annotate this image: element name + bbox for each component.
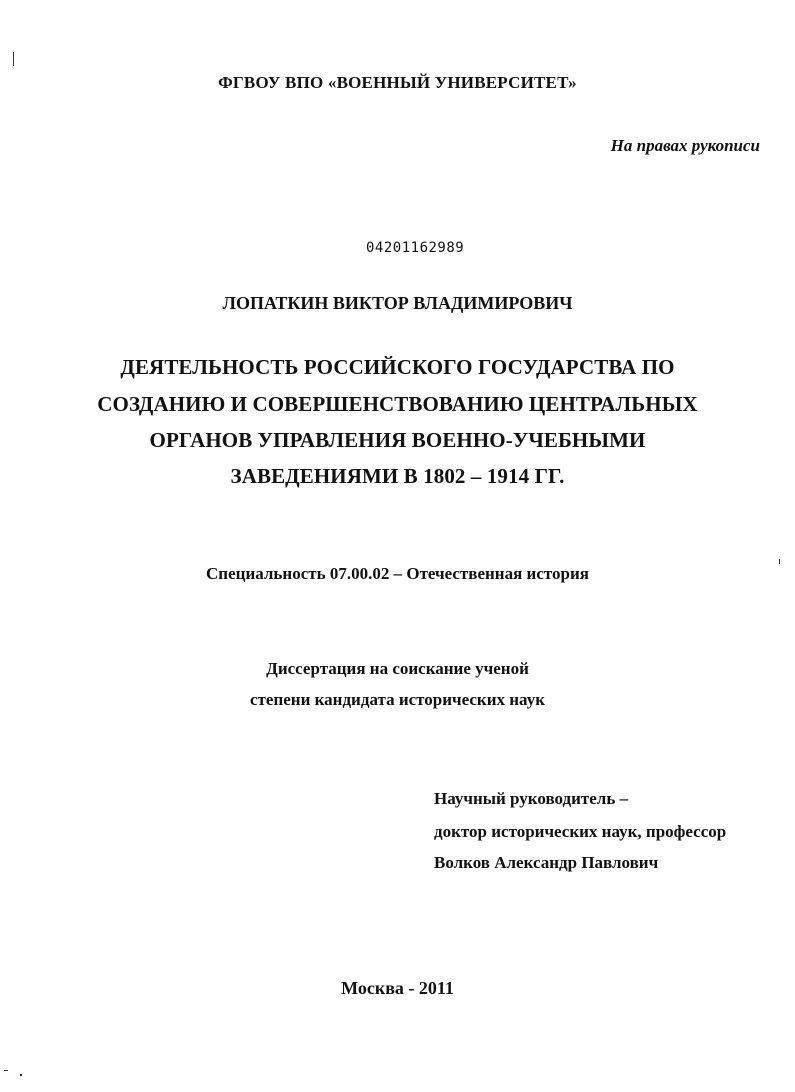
author-name: ЛОПАТКИН ВИКТОР ВЛАДИМИРОВИЧ bbox=[222, 293, 573, 313]
scan-artifact bbox=[13, 52, 14, 66]
advisor-label: Научный руководитель – bbox=[434, 789, 629, 808]
city-year: Москва - 2011 bbox=[341, 978, 454, 998]
institution-name: ФГВОУ ВПО «ВОЕННЫЙ УНИВЕРСИТЕТ» bbox=[218, 73, 577, 92]
advisor-name: Волков Александр Павлович bbox=[434, 853, 659, 872]
degree-line: Диссертация на соискание ученой bbox=[266, 659, 529, 678]
dissertation-title-line: ОРГАНОВ УПРАВЛЕНИЯ ВОЕННО-УЧЕБНЫМИ bbox=[149, 428, 646, 452]
advisor-credentials: доктор исторических наук, профессор bbox=[434, 822, 727, 841]
catalog-number: 04201162989 bbox=[366, 240, 465, 256]
manuscript-note: На правах рукописи bbox=[610, 136, 760, 155]
dissertation-title-line: ЗАВЕДЕНИЯМИ В 1802 – 1914 ГГ. bbox=[230, 464, 565, 488]
dissertation-title-line: ДЕЯТЕЛЬНОСТЬ РОССИЙСКОГО ГОСУДАРСТВА ПО bbox=[120, 355, 675, 379]
specialty: Специальность 07.00.02 – Отечественная история bbox=[206, 564, 589, 583]
degree-line: степени кандидата исторических наук bbox=[250, 690, 545, 709]
scan-artifact bbox=[779, 559, 780, 564]
scan-artifact bbox=[20, 1074, 22, 1076]
dissertation-title-line: СОЗДАНИЮ И СОВЕРШЕНСТВОВАНИЮ ЦЕНТРАЛЬНЫХ bbox=[97, 392, 698, 416]
scan-artifact bbox=[4, 1070, 8, 1071]
